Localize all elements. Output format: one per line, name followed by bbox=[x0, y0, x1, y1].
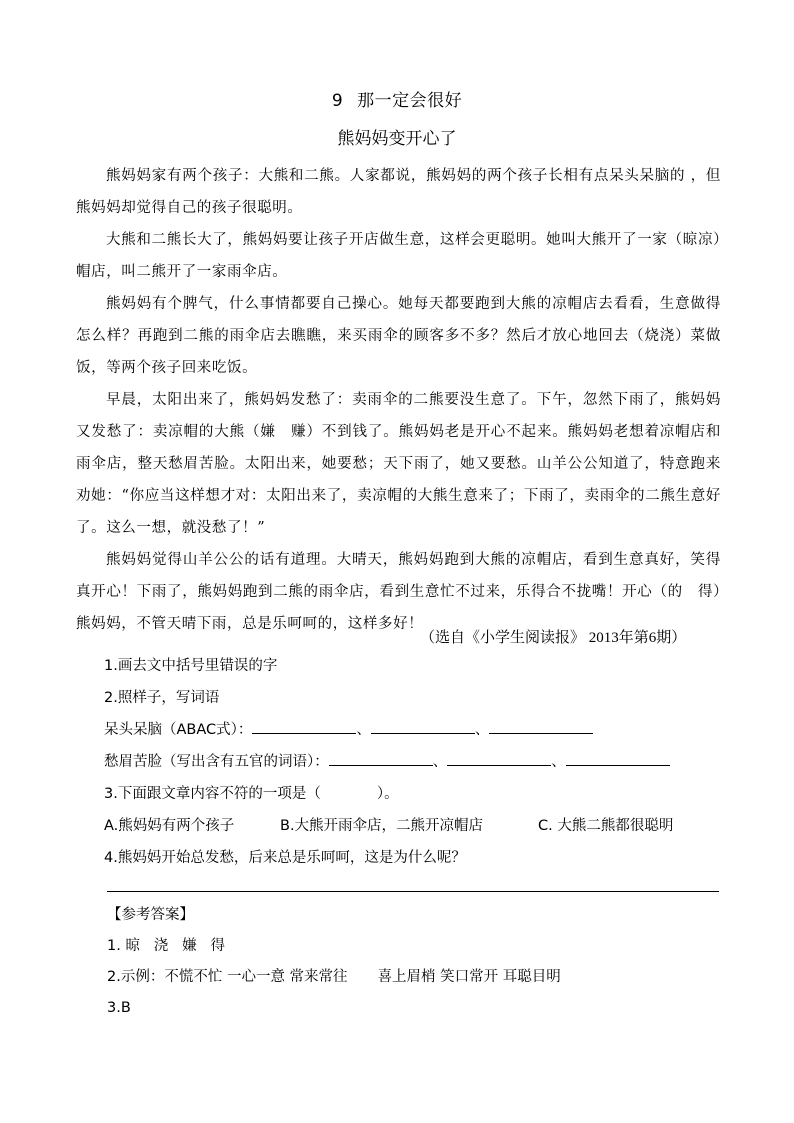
answer-2-group-2: 喜上眉梢 笑口常开 耳聪目明 bbox=[377, 969, 561, 985]
question-2: 2.照样子，写词语 bbox=[104, 690, 220, 706]
answers-section bbox=[107, 900, 727, 1024]
question-3-suffix: ）。 bbox=[376, 786, 399, 802]
answer-2-group-1: 不慌不忙 一心一意 常来常往 bbox=[164, 969, 348, 985]
answer-blank[interactable] bbox=[447, 749, 551, 766]
answer-3: 3.B bbox=[107, 1000, 131, 1016]
paragraph: 熊妈妈觉得山羊公公的话有道理。大晴天，熊妈妈跑到大熊的凉帽店，看到生意真好，笑得真开心！下雨了，熊妈妈跑到二熊的雨伞店，看到生意忙不过来，乐得合不拢嘴！开心（的 得）熊妈妈，不管天晴下雨，总是乐呵呵的，这样多好！ bbox=[76, 552, 721, 632]
answers-heading: 【参考答案】 bbox=[107, 907, 194, 923]
lesson-number: 9 bbox=[331, 91, 344, 111]
article-title: 熊妈妈变开心了 bbox=[337, 129, 457, 149]
separator: 、 bbox=[474, 722, 490, 738]
separator: 、 bbox=[551, 754, 566, 770]
questions-section bbox=[104, 650, 724, 874]
question-3 bbox=[104, 778, 724, 810]
question-2b-label: 愁眉苦脸（写出含有五官的词语）： bbox=[104, 754, 329, 770]
answer-2 bbox=[107, 962, 727, 993]
separator: 、 bbox=[356, 722, 371, 738]
lesson-title-text: 那一定会很好 bbox=[357, 91, 463, 111]
answer-word: 嫌 bbox=[182, 938, 197, 954]
paragraph: 早晨，太阳出来了，熊妈妈发愁了：卖雨伞的二熊要没生意了。下午，忽然下雨了，熊妈妈又发愁了：卖凉帽的大熊（嫌 赚）不到钱了。熊妈妈老是开心不起来。熊妈妈老想着凉帽店和雨伞店，整天愁眉苦脸。太阳出来，她要愁；天下雨了，她又要愁。山羊公公知道了，特意跑来劝她：“你应当这样想才对：太阳出来了，卖凉帽的大熊生意来了；下雨了，卖雨伞的二熊生意好了。这么一想，就没愁了！” bbox=[76, 392, 721, 536]
question-2a-label: 呆头呆脑（ABAC式）： bbox=[104, 722, 253, 738]
article-body bbox=[76, 160, 721, 640]
answer-blank[interactable] bbox=[566, 749, 670, 766]
answer-blank[interactable] bbox=[371, 717, 475, 734]
question-3-prefix: 3.下面跟文章内容不符的一项是（ bbox=[104, 786, 321, 802]
option-c: C. 大熊二熊都很聪明 bbox=[538, 818, 674, 834]
article-source: （选自《小学生阅读报》 2013年第6期） bbox=[420, 630, 687, 646]
answer-word: 得 bbox=[210, 938, 225, 954]
answer-1 bbox=[107, 931, 727, 962]
answer-word: 晾 bbox=[125, 938, 140, 954]
answer-blank[interactable] bbox=[489, 717, 593, 734]
option-b: B.大熊开雨伞店，二熊开凉帽店 bbox=[280, 818, 484, 834]
section-divider bbox=[107, 891, 719, 892]
answer-blank[interactable] bbox=[252, 717, 356, 734]
question-2b bbox=[104, 746, 724, 778]
question-1: 1.画去文中括号里错误的字 bbox=[104, 658, 278, 674]
question-4: 4.熊妈妈开始总发愁，后来总是乐呵呵，这是为什么呢？ bbox=[104, 850, 466, 866]
lesson-title bbox=[0, 86, 794, 111]
paragraph: 熊妈妈有个脾气，什么事情都要自己操心。她每天都要跑到大熊的凉帽店去看看，生意做得怎么样？再跑到二熊的雨伞店去瞧瞧，来买雨伞的顾客多不多？然后才放心地回去（烧浇）菜做饭，等两个孩子回来吃饭。 bbox=[76, 296, 721, 376]
paragraph: 大熊和二熊长大了，熊妈妈要让孩子开店做生意，这样会更聪明。她叫大熊开了一家（晾凉）帽店，叫二熊开了一家雨伞店。 bbox=[76, 232, 721, 280]
answer-2-prefix: 2.示例： bbox=[107, 969, 165, 985]
answer-blank[interactable] bbox=[329, 749, 433, 766]
answer-1-prefix: 1. bbox=[107, 938, 121, 954]
separator: 、 bbox=[432, 754, 448, 770]
option-a: A.熊妈妈有两个孩子 bbox=[104, 818, 235, 834]
question-3-options bbox=[104, 810, 724, 842]
answer-word: 浇 bbox=[153, 938, 169, 954]
question-2a bbox=[104, 714, 724, 746]
paragraph: 熊妈妈家有两个孩子：大熊和二熊。人家都说，熊妈妈的两个孩子长相有点呆头呆脑的 ，但熊妈妈却觉得自己的孩子很聪明。 bbox=[76, 168, 721, 216]
